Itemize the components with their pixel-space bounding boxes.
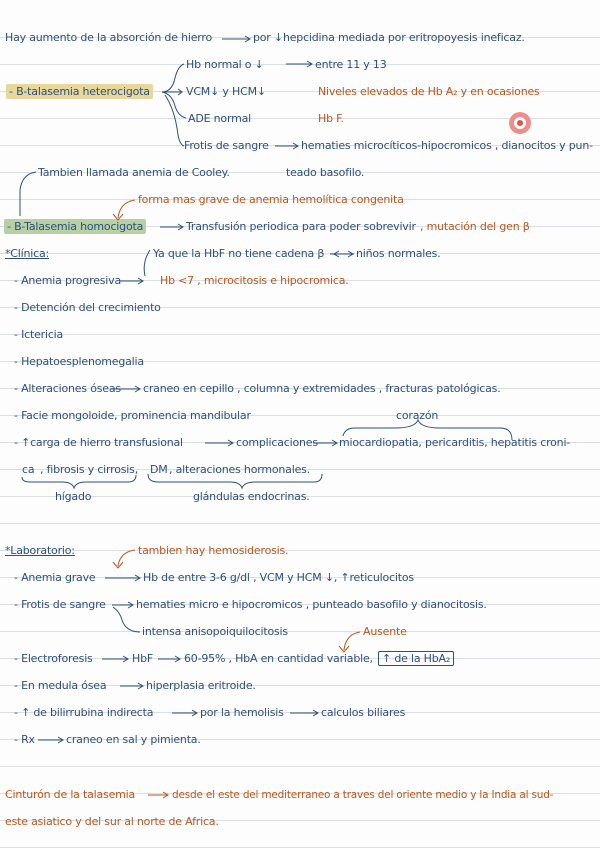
text-forma-grave: forma mas grave de anemia hemolítica congenita [138,193,404,206]
text-hematies-1: hematies microcíticos-hipocromicos , dianocitos y pun- [301,139,593,152]
text-ictericia: - Ictericia [14,328,64,341]
text-anisopoiquilocitosis: intensa anisopoiquilocitosis [142,625,288,638]
text-ausente: Ausente [363,625,407,638]
text-fibrosis: , fibrosis y cirrosis, [40,463,138,476]
text-hemosiderosis: tambien hay hemosiderosis. [138,544,289,557]
text-hbf: Hb F. [318,112,344,125]
text-punteado: teado basofilo. [286,166,365,179]
text-anemia-grave: - Anemia grave [14,571,96,584]
text-hematies-2: hematies micro e hipocromicos , punteado basofilo y dianocitosis. [136,598,487,611]
text-ninos: niños normales. [356,247,441,260]
text-hiperplasia: hiperplasia eritroide. [146,679,256,692]
text-electroforesis: - Electroforesis [14,652,93,665]
text-entre: entre 11 y 13 [315,58,387,71]
text-hepcidina: por ↓hepcidina mediada por eritropoyesis ineficaz. [253,31,525,44]
text-vcm: VCM↓ y HCM↓ [186,85,266,98]
text-calculos: calculos biliares [321,706,406,719]
text-hba2-box: ↑ de la HbA₂ [378,651,454,666]
text-carga-hierro: - ↑carga de hierro transfusional [14,436,183,449]
text-ya-que: Ya que la HbF no tiene cadena β [153,247,325,260]
target-icon [509,112,531,134]
text-craneo-sal: craneo en sal y pimienta. [66,733,201,746]
text-alteraciones-hormonales: , alteraciones hormonales. [169,463,310,476]
text-bilirrubina: - ↑ de bilirrubina indirecta [14,706,154,719]
text-cinturon-desc: desde el este del mediterraneo a traves del oriente medio y la India al sud- [172,789,554,801]
text-hemolisis: por la hemolisis [200,706,284,719]
text-ca: ca [22,463,35,476]
text-niveles: Niveles elevados de Hb A₂ y en ocasiones [318,85,540,98]
text-glandulas: glándulas endocrinas. [193,490,310,503]
text-hb-normal: Hb normal o ↓ [186,58,264,71]
text-hb-entre: Hb de entre 3-6 g/dl , VCM y HCM ↓, ↑reticulocitos [143,571,414,584]
text-detencion: - Detención del crecimiento [14,301,161,314]
text-cinturon-desc-2: este asiatico y del sur al norte de Africa. [5,815,219,828]
heading-heterocigota: - B-talasemia heterocigota [6,84,153,99]
text-craneo-cepillo: craneo en cepillo , columna y extremidades , fracturas patológicas. [143,382,501,395]
text-frotis-lab: - Frotis de sangre [14,598,106,611]
text-complicaciones: complicaciones [236,436,318,449]
text-cooley: Tambien llamada anemia de Cooley. [38,166,230,179]
text-porcentaje: 60-95% , HbA en cantidad variable, [184,652,373,665]
text-medula: - En medula ósea [14,679,107,692]
text-higado: hígado [55,490,92,503]
text-hb7: Hb <7 , microcitosis e hipocromica. [160,274,349,287]
text-alteraciones-oseas: - Alteraciones óseas [14,382,121,395]
text-absorcion: Hay aumento de la absorción de hierro [5,31,213,44]
text-miocardiopatia: miocardiopatia, pericarditis, hepatitis croni- [339,436,571,449]
text-transfusion: Transfusión periodica para poder sobrevivir [186,220,416,233]
heading-laboratorio: *Laboratorio: [5,544,75,557]
text-frotis: Frotis de sangre [184,139,269,152]
text-rx: - Rx [14,733,35,746]
heading-clinica: *Clínica: [5,247,50,260]
text-dm: DM [150,463,168,476]
text-anemia-progresiva: - Anemia progresiva [14,274,122,287]
heading-homocigota: - B-Talasemia homocigota [4,219,146,234]
text-corazon: corazón [396,409,439,422]
text-hbf-electro: HbF [132,652,153,665]
text-mutacion: , mutación del gen β [420,220,530,233]
text-facie: - Facie mongoloide, prominencia mandibular [14,409,251,422]
text-hepatoesplenomegalia: - Hepatoesplenomegalia [14,355,144,368]
text-ade: ADE normal [188,112,251,125]
text-cinturon: Cinturón de la talasemia [5,788,136,801]
